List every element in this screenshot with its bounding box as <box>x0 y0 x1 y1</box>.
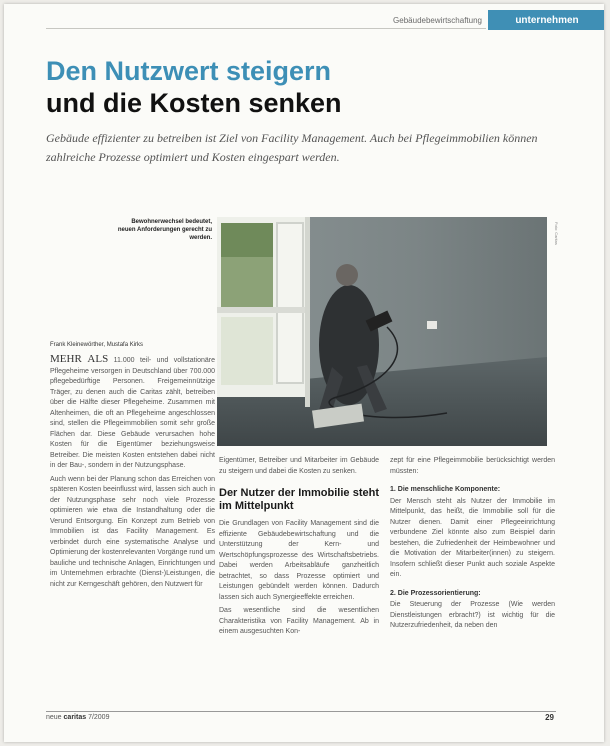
category-tab: unternehmen <box>488 10 604 30</box>
issue-number: 7/2009 <box>88 714 110 721</box>
magazine-page <box>4 4 604 742</box>
footer-rule <box>46 711 556 712</box>
body-text: 11.000 teil- und vollstationäre Pflegeheime versorgen in Deutschland über 700.000 pflegebedürftige Personen. Freigemeinnützige Träger, zu denen auch die Caritas zählt, betreiben über die Hälfte dieser Pflegeheime. Zusammen mit Altenheimen, die oft an Pflegeheime angeschlossen sind, stellen die Pflegeimmobilien somit sehr große Flächen dar. Diese Gebäude verursachen hohe Kosten für die Eigentümer beziehungsweise Betreiber. Die meisten Kosten entstehen dabei nicht in der Bau-, sondern in der Nutzungsphase. <box>50 357 215 469</box>
header-rule <box>46 28 486 29</box>
photo-caption: Bewohnerwechsel bedeutet, neuen Anforderungen gerecht zu werden. <box>117 219 212 241</box>
photo-credit: Foto: Caritas <box>554 222 559 245</box>
footer-magazine <box>46 714 109 721</box>
headline-line-2: und die Kosten senken <box>46 88 342 118</box>
paragraph: Die Steuerung der Prozesse (Wie werden Dienstleistungen erbracht?) ist wichtig für die Nutzerzufriedenheit, da neben den <box>390 601 555 629</box>
paragraph: Der Mensch steht als Nutzer der Immobilie im Mittelpunkt, das heißt, die Immobilie soll für die Nutzer dienen. Damit einer Pflegeeinrichtung verbundene Ziel könnte also zum Beispiel darin bestehen, die Zufriedenheit der Heimbewohner und die Motivation der Mitarbeiter(innen) zu steigern. Insofern schließt dieser Punkt auch soziale Aspekte ein. <box>390 497 555 578</box>
paragraph: Die Grundlagen von Facility Management sind die effiziente Gebäudebewirtschaftung und die Unterstützung der Kern- und Wertschöpfungsprozesse des Wirtschaftsbetriebs. Dabei werden Arbeitsabläufe ganzheitlich betrachtet, so dass Prozesse optimiert und Leistungen gebündelt werden können. Dadurch lassen sich auch Synergieeffekte erreichen. <box>219 520 379 601</box>
lead-paragraph: Gebäude effizienter zu betreiben ist Ziel von Facility Management. Auch bei Pflegeimmobilien können zahlreiche Prozesse optimiert und Kosten eingespart werden. <box>46 131 538 164</box>
text-column-2 <box>219 456 379 641</box>
page-number: 29 <box>545 713 554 722</box>
author-line: Frank Kleinewörther, Mustafa Kirks <box>50 342 144 348</box>
magazine-name: caritas <box>63 714 87 721</box>
dropcap-text: MEHR ALS <box>50 353 109 365</box>
paragraph: Auch wenn bei der Planung schon das Erreichen von späteren Kosten beeinflusst wird, lassen sich auch in der Nutzungsphase sehr noch viele Prozesse optimieren wie etwa die Instandhaltung oder die Verund Entsorgung. Ein Konzept zum Betrieb von Immobilien ist das Facility Management. Es verbindet durch eine systematische Analyse und Optimierung der kostenrelevanten Vorgänge rund um bauliche und technische Anlagen, Einrichtungen und im Unternehmen erbrachte (Dienst-)Leistungen, die nicht zur Kerngeschäft gehören, den Nutzwert für <box>50 475 215 588</box>
paragraph: Das wesentliche sind die wesentlichen Charakteristika von Facility Management. Ab in einem ausgesuchten Kon- <box>219 607 379 635</box>
section-subheading: Der Nutzer der Immobilie steht im Mittelpunkt <box>219 487 379 512</box>
numbered-heading-1: 1. Die menschliche Komponente: <box>390 486 501 493</box>
paragraph: Eigentümer, Betreiber und Mitarbeiter im Gebäude zu steigern und dabei die Kosten zu senken. <box>219 457 379 475</box>
text-column-3 <box>390 456 555 635</box>
paragraph <box>50 354 215 472</box>
magazine-prefix: neue <box>46 714 62 721</box>
worker-photo-illustration <box>217 217 547 446</box>
paragraph: zept für eine Pflegeimmobilie berücksichtigt werden müssten: <box>390 457 555 475</box>
article-photo <box>217 217 547 446</box>
numbered-heading-2: 2. Die Prozessorientierung: <box>390 589 481 597</box>
section-label: Gebäudebewirtschaftung <box>393 16 482 25</box>
headline-line-1: Den Nutzwert steigern <box>46 56 332 86</box>
text-column-1 <box>50 354 215 593</box>
